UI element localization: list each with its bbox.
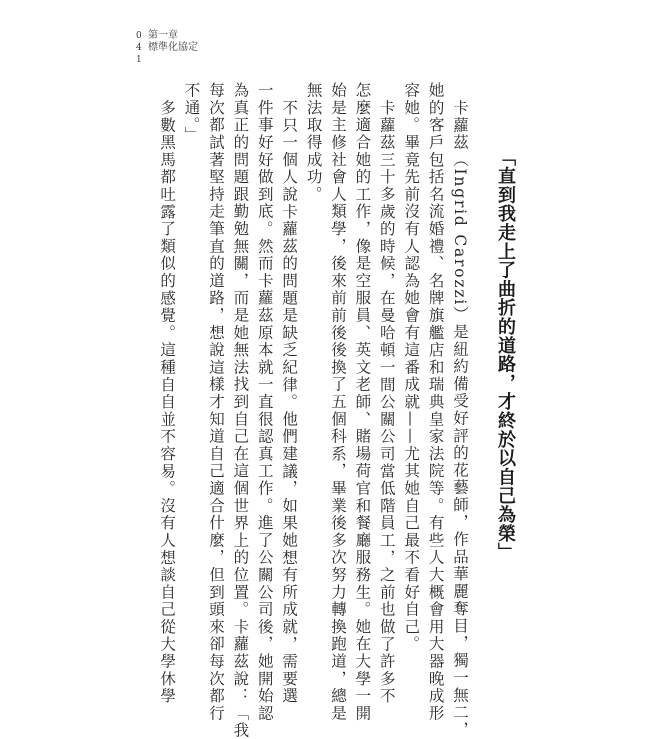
page-number — [136, 30, 142, 66]
text-column: 不通。」 — [182, 82, 201, 144]
text-column: 每次都試著堅持走筆直的道路，想說這樣才知道自己適合什麼，但到頭來卻每次都行 — [206, 82, 225, 723]
text-column: 卡蘿茲（Ingrid Carozzi）是紐約備受好評的花藝師，作品華麗奪目，獨一無二， — [451, 99, 469, 739]
body-text — [155, 82, 472, 739]
section-title: 標準化協定 — [148, 42, 198, 53]
running-header — [148, 30, 198, 54]
text-column: 始是主修社會人類學，後來前前後後換了五個科系，畢業後多次努力轉換跑道，總是 — [328, 82, 347, 723]
text-column: 怎麼適合她的工作，像是空服員、英文老師、賭場荷官和餐廳服務生。她在大學一開 — [353, 82, 372, 723]
page-number-digit: 4 — [136, 43, 142, 53]
text-column: 不只一個人說卡蘿茲的問題是缺乏紀律。他們建議，如果她想有所成就，需要選 — [280, 99, 299, 705]
page-number-digit: 1 — [136, 55, 142, 65]
text-column: 容她。畢竟先前沒有人認為她會有這番成就——尤其她自己最不看好自己。 — [402, 82, 421, 653]
text-column: 她的客戶包括名流婚禮、名牌旗艦店和瑞典皇家法院等。有些人大概會用大器晚成形 — [426, 82, 445, 723]
text-column: 一件事好好做到底。然而卡蘿茲原本就一直很認真工作。進了公關公司後，她開始認 — [255, 82, 274, 723]
text-column: 為真正的問題跟勤勉無關，而是她無法找到自己在這個世界上的位置。卡蘿茲說：「我 — [231, 82, 250, 739]
chapter-label: 第一章 — [148, 30, 178, 41]
page-number-digit: 0 — [136, 31, 142, 41]
text-column: 無法取得成功。 — [304, 82, 323, 204]
text-column: 多數黑馬都吐露了類似的感覺。這種自自並不容易。沒有人想談自己從大學休學 — [158, 99, 177, 705]
text-column: 卡蘿茲三十多歲的時候，在曼哈頓一間公關公司當低階員工，之前也做了許多不 — [377, 99, 396, 705]
pull-quote: 「直到我走上了曲折的道路，才終於以自己為榮」 — [495, 148, 516, 562]
